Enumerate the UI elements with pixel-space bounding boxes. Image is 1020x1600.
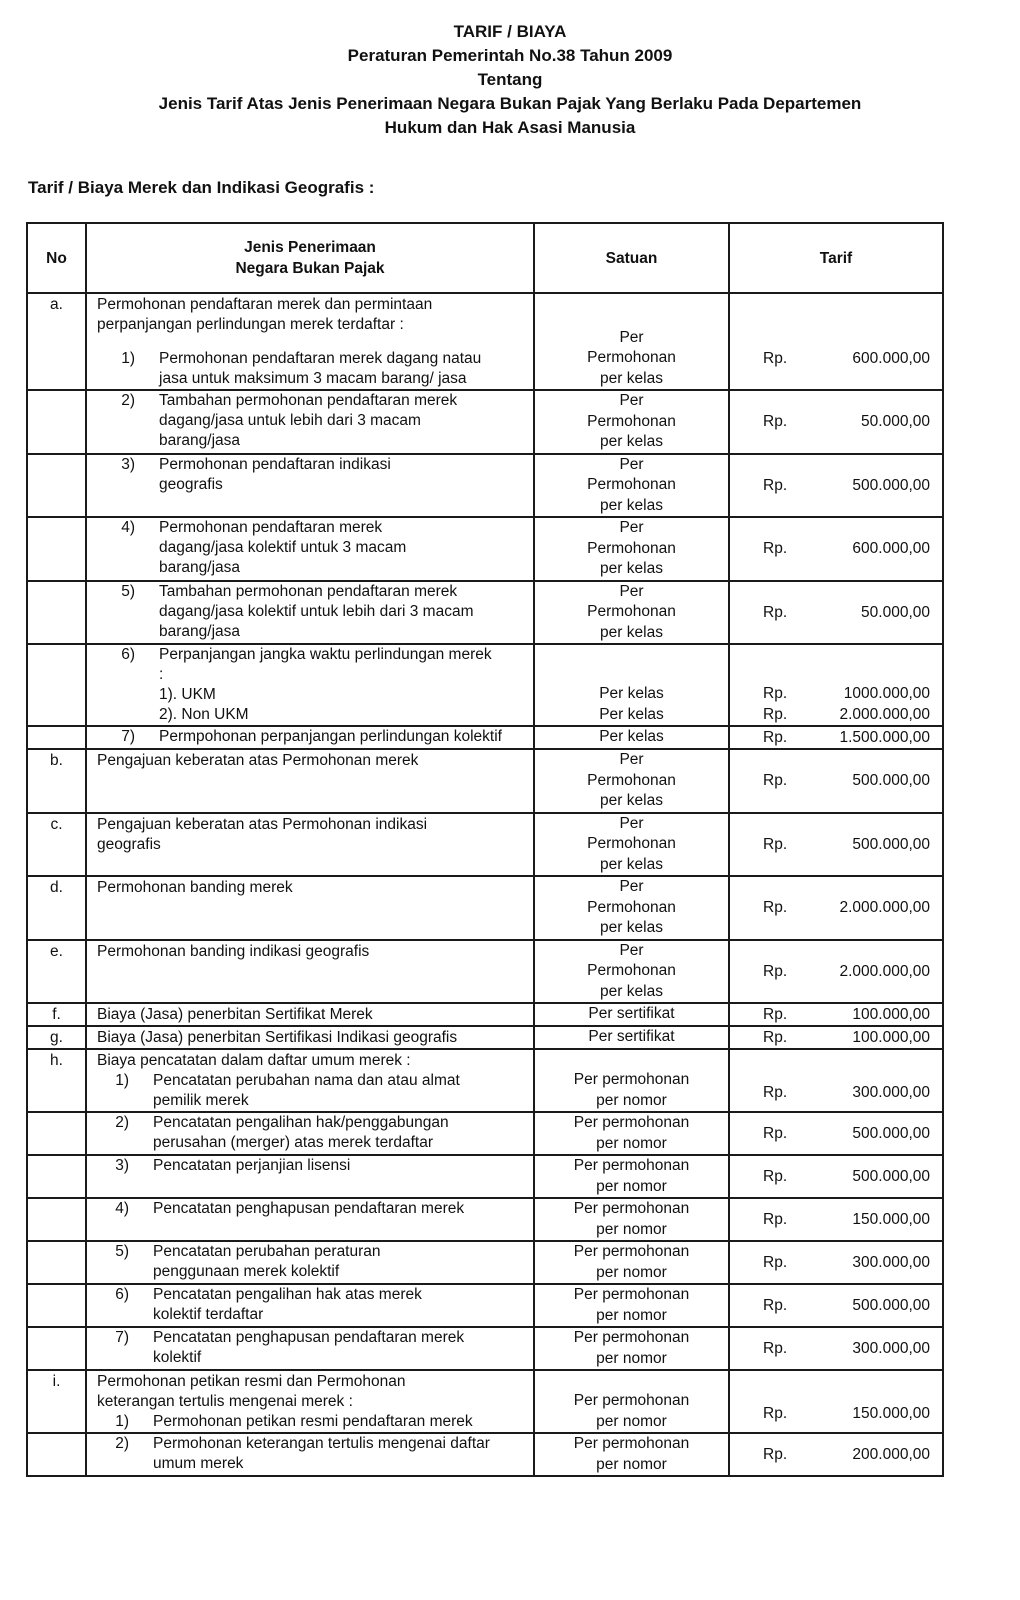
tarif-value: 2.000.000,00 [839,899,930,917]
table-row: i. Permohonan petikan resmi dan Permohonan keterangan tertulis mengenai merek : 1) Permohonan petikan resmi pendaftaran merek Per permohonan per nomor Rp. 150.000,00 [27,1370,943,1433]
tarif-value: 600.000,00 [852,350,930,367]
table-row: 6) Pencatatan pengalihan hak atas merek kolektif terdaftar Per permohonan per nomor Rp. 500.000,00 [27,1284,943,1327]
tarif-value: 100.000,00 [852,1006,930,1023]
tarif-value: 500.000,00 [852,1168,930,1185]
regulation-about: Tentang [477,70,543,89]
table-row: 2) Tambahan permohonan pendaftaran merek dagang/jasa untuk lebih dari 3 macam barang/jasa Per Permohonan per kelas Rp. 50.000,00 [27,390,943,454]
table-row: 2) Pencatatan pengalihan hak/penggabungan perusahan (merger) atas merek terdaftar Per permohonan per nomor Rp. 500.000,00 [27,1112,943,1155]
table-row: h. Biaya pencatatan dalam daftar umum merek : 1) Pencatatan perubahan nama dan atau almat pemilik merek Per permohonan per nomor Rp. 300.000,00 [27,1049,943,1112]
tarif-value: 2.000.000,00 [839,706,930,723]
table-row: 2) Permohonan keterangan tertulis mengenai daftar umum merek Per permohonan per nomor Rp. 200.000,00 [27,1433,943,1476]
doc-title: TARIF / BIAYA [453,22,567,41]
row-no: a. [27,293,86,390]
table-row: 5) Tambahan permohonan pendaftaran merek dagang/jasa kolektif untuk lebih dari 3 macam barang/jasa Per Permohonan per kelas Rp. 50.000,00 [27,581,943,645]
tarif-value: 300.000,00 [852,1084,930,1101]
tarif-value: 500.000,00 [852,835,930,853]
table-row: 5) Pencatatan perubahan peraturan penggunaan merek kolektif Per permohonan per nomor Rp. 300.000,00 [27,1241,943,1284]
regulation-number: Peraturan Pemerintah No.38 Tahun 2009 [347,46,673,65]
row-text: Permohonan pendaftaran merek dan permintaan perpanjangan perlindungan merek terdaftar : [97,296,433,333]
table-header-row [27,223,943,293]
tarif-value: 2.000.000,00 [839,962,930,980]
tarif-value: 500.000,00 [852,1297,930,1314]
header-no: No [27,223,86,293]
tarif-value: 500.000,00 [852,476,930,494]
tarif-value: 1000.000,00 [843,685,930,702]
tarif-value: 50.000,00 [861,413,930,431]
tariff-table [26,222,944,1477]
tarif-value: 50.000,00 [861,603,930,621]
tarif-value: 300.000,00 [852,1254,930,1271]
table-row: e. Permohonan banding indikasi geografis Per Permohonan per kelas Rp. 2.000.000,00 [27,940,943,1004]
table-row: b. Pengajuan keberatan atas Permohonan merek Per Permohonan per kelas Rp. 500.000,00 [27,749,943,813]
table-row: d. Permohonan banding merek Per Permohonan per kelas Rp. 2.000.000,00 [27,876,943,940]
section-title: Tarif / Biaya Merek dan Indikasi Geografis : [28,178,375,197]
table-row: 7) Pencatatan penghapusan pendaftaran merek kolektif Per permohonan per nomor Rp. 300.000,00 [27,1327,943,1370]
tarif-value: 150.000,00 [852,1405,930,1422]
tarif-value: 1.500.000,00 [839,729,930,746]
regulation-subject-line1: Jenis Tarif Atas Jenis Penerimaan Negara Bukan Pajak Yang Berlaku Pada Departemen [158,94,862,113]
header-tarif: Tarif [729,223,943,293]
table-row: 3) Permohonan pendaftaran indikasi geografis Per Permohonan per kelas Rp. 500.000,00 [27,454,943,518]
tarif-value: 500.000,00 [852,772,930,790]
table-row: 7) Permpohonan perpanjangan perlindungan kolektif Per kelas Rp. 1.500.000,00 [27,726,943,749]
table-row: g. Biaya (Jasa) penerbitan Sertifikasi Indikasi geografis Per sertifikat Rp. 100.000,00 [27,1026,943,1049]
table-row: 4) Pencatatan penghapusan pendaftaran merek Per permohonan per nomor Rp. 150.000,00 [27,1198,943,1241]
table-row: f. Biaya (Jasa) penerbitan Sertifikat Merek Per sertifikat Rp. 100.000,00 [27,1003,943,1026]
table-row: 6) Perpanjangan jangka waktu perlindungan merek : 1). UKM 2). Non UKM Per kelas Per kelas Rp. 1000.000,00 Rp. 2.000.000,00 [27,644,943,726]
tarif-value: 300.000,00 [852,1340,930,1357]
table-row: a. Permohonan pendaftaran merek dan permintaan perpanjangan perlindungan merek terdaftar : 1) Permohonan pendaftaran merek dagang natau jasa untuk maksimum 3 macam barang/ jasa Per Permohonan per kelas Rp. 600.000,00 [27,293,943,390]
tarif-value: 200.000,00 [852,1446,930,1463]
table-row: 3) Pencatatan perjanjian lisensi Per permohonan per nomor Rp. 500.000,00 [27,1155,943,1198]
table-row: 4) Permohonan pendaftaran merek dagang/jasa kolektif untuk 3 macam barang/jasa Per Permohonan per kelas Rp. 600.000,00 [27,517,943,581]
tarif-value: 100.000,00 [852,1029,930,1046]
header-jenis: Jenis Penerimaan Negara Bukan Pajak [86,223,534,293]
document-header [0,20,1020,140]
tarif-value: 600.000,00 [852,540,930,558]
regulation-subject-line2: Hukum dan Hak Asasi Manusia [384,118,636,137]
header-satuan: Satuan [534,223,729,293]
table-row: c. Pengajuan keberatan atas Permohonan indikasi geografis Per Permohonan per kelas Rp. 500.000,00 [27,813,943,877]
tarif-value: 150.000,00 [852,1211,930,1228]
tarif-value: 500.000,00 [852,1125,930,1142]
